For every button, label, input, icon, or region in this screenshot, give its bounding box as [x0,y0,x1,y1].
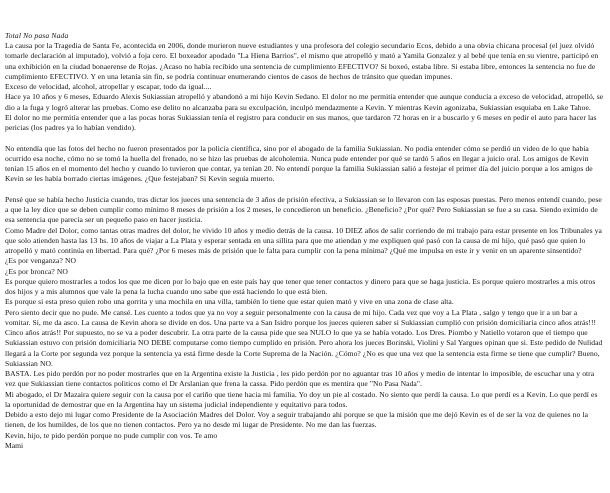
document-body [5,41,604,441]
paragraph: ¿Es por venganza? NO [5,256,77,266]
paragraph: Como Madre del Dolor, como tantas otras madres del dolor, he vivido 10 años y medio detrás de la causa. 10 DIEZ años de salir corriendo de mi trabajo para estar presente en los Tribunales ya que solo atienden hasta las 13 hs. 10 años de viajar a La Plata y esperar sentada en una sillita para que me atiendan y me expliquen qué pasó con la causa de mi hijo, qué pasó que quien lo atropelló y mató continúa en libertad. Para qué? ¿Por 6 meses más de prisión que le falta para cumplir con la pena mínima? ¿Qué me impulsa en este ir y venir en un aparente sinsentido? [5,225,602,256]
paragraph: Exceso de velocidad, alcohol, atropellar y escapar, todo da igual.... [5,82,212,92]
paragraph: La causa por la Tragedia de Santa Fe, acontecida en 2006, donde murieron nueve estudiantes y una profesora del colegio secundario Ecos, debido a una obvia chicana procesal (el juez olvidó tomarle declaración al imputado), volvió a foja cero. El boxeador apodado "La Hiena Barrios", el mismo que atropelló y mató a Yamila Gonzalez y al bebé que tenía en su vientre, participó en una exhibición en la ciudad bonaerense de Rojas. ¿Acaso no había recibido una sentencia de cumplimiento EFECTIVO? Si boxeó, estaba libre. Si estaba libre, entonces la sentencia no fue de cumplimiento EFECTIVO. Y en una letanía sin fin, se podría continuar enumerando cientos de casos de hechos de tránsito que quedan impunes. [5,41,599,81]
paragraph: El dolor no me permitía entender que a las pocas horas Sukiassian tenía el registro para conducir en sus manos, que tardaron 72 horas en ir a buscarlo y 6 meses en pedir el auto para hacer las pericias (los padres ya lo habían vendido). [5,112,597,133]
paragraph: Pensé que se había hecho Justicia cuando, tras dictar los jueces una sentencia de 3 años de prisión efectiva, a Sukiassian se lo llevaron con las esposas puestas. Pero menos entendí cuando, pese a que la ley dice que se deben cumplir como mínimo 8 meses de prisión a los 2 meses, le concedieron un beneficio. ¿Beneficio? ¿Por qué? Pero Sukiassian se fue a su casa. Siendo eximido de esa sentencia que parecía ser un pequeño paso en hacer justicia. [5,194,602,225]
paragraph: Es porque si esta preso quien robo una gorrita y una mochila en una villa, también lo tiene que estar quien mató y vive en una zona de clase alta. [5,297,454,307]
paragraph: Kevin, hijo, te pido perdón porque no pude cumplir con vos. Te amo [5,430,218,440]
paragraph: Es porque quiero mostrarles a todos los que me dicen por lo bajo que en este país hay que tener que tener contactos y dinero para que se haga justicia. Es porque quiero mostrarles a mis otros dos hijos y a mis alumnos que vale la pena la lucha cuando uno sabe que está haciendo lo que está bien. [5,276,596,297]
paragraph: Pero siento decir que no pude. Me cansé. Les cuento a todos que ya no voy a seguir personalmente con la causa de mi hijo. Cada vez que voy a La Plata , salgo y tengo que ir a un bar a vomitar. Si, me da asco. La causa de Kevin ahora se divide en dos. Una parte va a San Isidro porque los jueces quieren saber si Sukiassian cumplió con prisión domiciliaria cinco años atrás!!! Cinco años atrás!! Por supuesto, no se va a poder descubrir. La otra parte de la causa pide que sea NULO lo que ya se había votado. Los Dres. Piombo y Natiello votaron que el tiempo que Sukiassian estuvo con prisión domiciliaria NO DEBE computarse como tiempo cumplido en prisión. Pero ahora los jueces Borinski, Violini y Sal Yargues opinan que si. Este pedido de Nulidad llegará a la Corte por segunda vez porque la sentencia ya está firme desde la Corte Suprema de la Nación. ¿Cómo? ¿No es que una vez que la sentencia esta firme se tiene que cumplir? Bueno, Sukiassian NO. [5,307,603,368]
document-title: Total No pasa Nada [5,31,69,40]
paragraph: ¿Es por bronca? NO [5,266,68,276]
paragraph: Debido a esto dejo mi lugar como Presidente de la Asociación Madres del Dolor. Voy a seguir trabajando ahi porque se que la misión que me dejó Kevin es el de ser la voz de quienes no la tienen, de los humildes, de los que no tienen contactos. Pero ya no desde mi lugar de Presidente. No me dan las fuerzas. [5,410,589,430]
paragraph: Hace ya 10 años y 6 meses, Eduardo Alexis Sukiassian atropelló y abandonó a mi hijo Kevin Sedano. El dolor no me permitía entender que aunque conducía a exceso de velocidad, atropelló, se dio a la fuga y logró alterar las pruebas. Como ese delito no alcanzaba para su exculpación, inculpó mendazmente a Kevin. Y mientras Kevin agonizaba, Sukiassian esquiaba en Lake Tahoe. [5,92,604,112]
document-signature: Mami [5,440,24,450]
paragraph: No entendía que las fotos del hecho no fueron presentados por la policía científica, sino por el abogado de la familia Sukiassian. No podía entender cómo se perdió un video de lo que había ocurrido esa noche, cómo no se tomó la huella del frenado, no se hizo las pruebas de alcoholemia. Nunca pude entender por qué se tardó 5 años en llegar a juicio oral. Los amigos de Kevin tenían 15 años en el momento del hecho y cuando lo tuvieron que contar, ya tenían 20. No entendí porque la familia Sukiassian salió a festejar el primer día del juicio porque a los amigos de Kevin se les había borrado ciertas imágenes. ¿Que festejaban? Si Kevin seguía muerto. [5,143,593,184]
paragraph: Mi abogado, el Dr Mazaira quiere seguir con la causa por el cariño que tiene hacia mi familia. Yo doy un pie al costado. No siento que perdí la causa. Lo que perdí es a Kevin. Lo que perdí es la oportunidad de demostrar que en la Argentina hay un sistema judicial independiente y equitativo para todos. [5,389,598,409]
paragraph: BASTA. Les pido perdón por no poder mostrarles que en la Argentina existe la Justicia , les pido perdón por no aguantar tras 10 años y medio de intentar lo imposible, de escuchar una y otra vez que Sukiassian tiene contactos politicos como el Dr Arslanian que frena la cassa. Pido perdón que es mentira que "No Pasa Nada". [5,369,595,389]
